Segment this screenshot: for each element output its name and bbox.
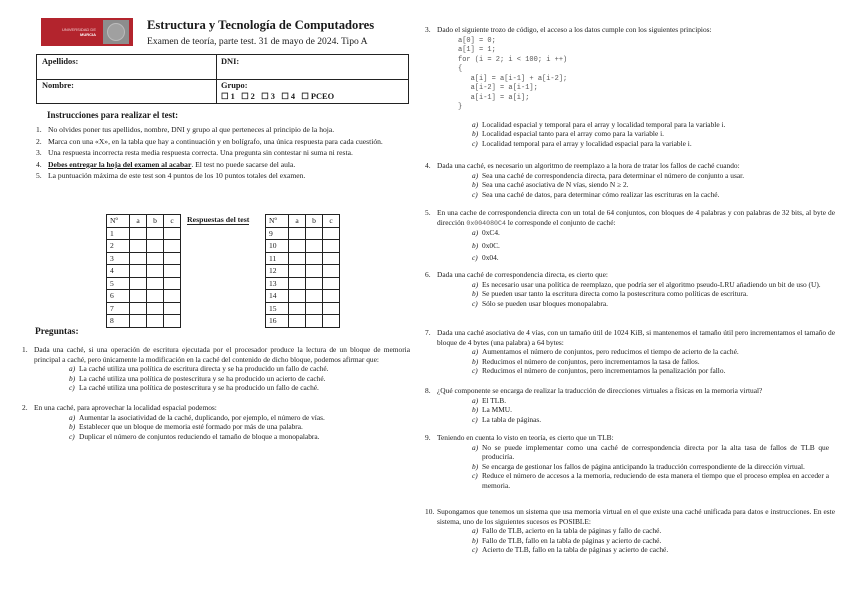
option-letter: b) [472,129,479,139]
table-row [266,290,340,303]
question-number-cell: 7 [107,302,130,315]
option-text: Localidad espacial tanto para el array como para la variable i. [482,129,665,139]
question-number-cell: 13 [266,277,289,290]
question-number: 10. [425,507,435,516]
option-letter: c) [69,383,75,393]
question-number-cell: 14 [266,290,289,303]
question-text [22,345,410,364]
question-stem: En una caché, para aprovechar la localidad espacial podemos: [34,403,217,412]
option-text: La MMU. [482,405,512,415]
options [425,120,835,149]
instructions-title: Instrucciones para realizar el test: [47,110,179,120]
option-letter: c) [472,138,478,148]
answer-table-right [265,214,340,328]
option-text: La caché utiliza una política de escritura directa y se ha producido un fallo de caché. [79,364,329,374]
option-c[interactable] [472,471,829,490]
question-number-cell: 8 [107,315,130,328]
table-row [107,315,181,328]
answer-cell-a[interactable] [130,290,147,303]
answer-cell-b[interactable] [147,277,164,290]
table-header-row [107,215,181,228]
table-header-row [266,215,340,228]
instruction-item [36,125,410,135]
question-number: 7. [425,328,431,337]
instruction-text: No olvides poner tus apellidos, nombre, DNI y grupo al que perteneces al principio de la hoja. [48,125,335,134]
option-text: Reducimos el número de conjuntos, pero incrementamos la tasa de fallos. [482,356,700,366]
option-text: Sea una caché asociativa de N vías, siendo N ≥ 2. [482,180,629,190]
option-c[interactable] [472,139,829,149]
answer-cell-a[interactable] [289,227,306,240]
option-text: 0xC4. [482,228,500,238]
question-number: 2. [22,403,28,412]
option-letter: b) [69,373,76,383]
question-text [425,328,835,347]
answer-cell-b[interactable] [306,290,323,303]
option-b[interactable] [472,462,829,472]
answer-cell-a[interactable] [289,265,306,278]
option-letter: a) [472,119,479,129]
option-b[interactable] [69,422,404,432]
option-letter: c) [472,253,478,263]
option-text: El TLB. [482,395,507,405]
option-text: Aumentamos el número de conjuntos, pero reducimos el tiempo de acierto de la caché. [482,347,739,357]
options [425,280,835,309]
answer-cell-a[interactable] [289,315,306,328]
option-letter: b) [472,405,479,415]
answer-cell-a[interactable] [289,290,306,303]
option-text: No se puede implementar como una caché de correspondencia directa por la alta tasa de fallos de TLB que produciría. [482,442,829,462]
option-a[interactable] [472,526,829,536]
option-text: La caché utiliza una política de postescritura y se ha producido un fallo de caché. [79,383,319,393]
option-text: Establecer que un bloque de memoria esté formado por más de una palabra. [79,422,303,432]
option-letter: b) [472,240,479,250]
option-c[interactable] [472,545,829,555]
question-2 [22,403,410,441]
table-row [107,302,181,315]
instruction-text: . El test no puede sacarse del aula. [191,159,296,169]
answer-cell-b[interactable] [306,277,323,290]
table-row [107,252,181,265]
answer-cell-c[interactable] [164,290,181,303]
option-letter: c) [472,545,478,555]
instruction-number: 5. [36,171,42,181]
grupo-checkboxes[interactable]: ☐ 1 ☐ 2 ☐ 3 ☐ 4 ☐ PCEO [221,92,335,101]
code-block: a[0] = 0; a[1] = 1; for (i = 2; i < 100; i ++) { a[i] = a[i-1] + a[i-2]; a[i-2] = a[i-1]; a[i-1] = a[i]; } [458,36,568,112]
question-number-cell: 6 [107,290,130,303]
question-number-cell: 1 [107,227,130,240]
grupo-label: Grupo: [221,81,248,90]
option-text: La caché utiliza una política de postescritura y se ha producido un acierto de caché. [79,373,326,383]
table-row [107,290,181,303]
exam-title: Estructura y Tecnología de Computadores [147,18,375,32]
option-letter: b) [472,461,479,471]
option-letter: b) [472,289,479,299]
answer-cell-c[interactable] [164,265,181,278]
option-a[interactable] [472,228,829,238]
answer-cell-b[interactable] [147,252,164,265]
header-cell: c [323,215,340,228]
option-c[interactable] [472,190,829,200]
question-stem: Dada una caché, si una operación de escritura ejecutada por el procesador produce la lectura de un bloque de memoria principal a caché, pero únicamente la modificación en la caché del contenido de dicho bloque, podemos afirmar que: [34,345,410,364]
instruction-item [36,171,410,181]
question-stem: Dada una caché de correspondencia directa, es cierto que: [437,270,608,279]
option-text: Fallo de TLB, acierto en la tabla de páginas y fallo de caché. [482,526,662,536]
header-cell: b [306,215,323,228]
table-row [266,277,340,290]
table-row [107,277,181,290]
header-cell: b [147,215,164,228]
option-text: 0x0C. [482,240,500,250]
answer-cell-c[interactable] [323,315,340,328]
option-letter: c) [472,366,478,376]
answer-cell-a[interactable] [130,240,147,253]
option-text: 0x04. [482,253,499,263]
table-row [107,240,181,253]
question-3 [425,25,835,148]
instruction-item [36,137,410,147]
option-b[interactable] [472,289,829,299]
table-row [266,227,340,240]
question-5 [425,208,835,266]
question-10 [425,507,835,555]
option-letter: c) [472,298,478,308]
nombre-field[interactable]: Nombre: [42,81,74,90]
option-c[interactable] [472,299,829,309]
answer-cell-a[interactable] [130,302,147,315]
option-text: Se encarga de gestionar los fallos de página anticipando la traducción correspondiente de la dirección virtual. [482,461,805,471]
address-code: 0x004080C4 [466,219,506,227]
question-number-cell: 11 [266,252,289,265]
option-text: Acierto de TLB, fallo en la tabla de páginas y acierto de caché. [482,545,669,555]
option-c[interactable] [69,383,404,393]
option-b[interactable] [472,180,829,190]
table-row [266,252,340,265]
instruction-number: 4. [36,159,42,169]
option-c[interactable] [472,253,829,263]
option-letter: b) [472,535,479,545]
options [425,396,835,425]
option-letter: a) [472,279,479,289]
answer-cell-a[interactable] [289,252,306,265]
option-b[interactable] [472,129,829,139]
option-text: Localidad espacial y temporal para el array y localidad temporal para la variable i. [482,119,726,129]
answer-cell-b[interactable] [306,252,323,265]
options [425,526,835,555]
answer-cell-c[interactable] [323,252,340,265]
option-c[interactable] [472,366,829,376]
answer-cell-a[interactable] [130,227,147,240]
question-number-cell: 15 [266,302,289,315]
answer-cell-c[interactable] [164,240,181,253]
question-text [425,270,835,280]
question-text [425,25,835,35]
dni-field[interactable]: DNI: [221,57,240,66]
question-stem: Dado el siguiente trozo de código, el acceso a los datos cumple con los siguientes principios: [437,25,712,34]
answer-cell-a[interactable] [130,265,147,278]
option-letter: a) [472,395,479,405]
answer-cell-a[interactable] [130,252,147,265]
instruction-item [36,148,410,158]
option-letter: c) [472,414,478,424]
instruction-text: La puntuación máxima de este test son 4 puntos de los 10 puntos totales del examen. [48,171,306,181]
question-number: 9. [425,433,431,442]
option-letter: c) [472,471,478,481]
option-letter: a) [69,364,76,374]
question-8 [425,386,835,424]
instruction-bold: Debes entregar la hoja del examen al acabar [48,159,192,169]
option-b[interactable] [472,536,829,546]
answer-cell-a[interactable] [130,277,147,290]
option-text: La tabla de páginas. [482,414,542,424]
answer-cell-a[interactable] [289,240,306,253]
options [22,413,410,442]
option-b[interactable] [69,374,404,384]
question-number-cell: 9 [266,227,289,240]
answers-label: Respuestas del test [187,215,250,224]
answer-cell-c[interactable] [323,302,340,315]
question-stem: Dada una caché, es necesario un algoritmo de reemplazo a la hora de tratar los fallos de caché cuando: [437,161,740,170]
apellidos-field[interactable]: Apellidos: [42,57,79,66]
answer-cell-b[interactable] [147,315,164,328]
question-text [425,507,835,526]
question-number-cell: 16 [266,315,289,328]
option-letter: b) [69,422,76,432]
header-cell: Nº [107,215,130,228]
option-a[interactable] [69,364,404,374]
options [425,443,835,491]
question-number-cell: 2 [107,240,130,253]
instruction-number: 1. [36,125,42,134]
answer-cell-c[interactable] [164,252,181,265]
question-text [425,161,835,171]
option-letter: c) [472,189,478,199]
question-text [425,386,835,396]
table-row [266,240,340,253]
question-number: 1. [22,345,28,354]
answer-cell-c[interactable] [323,277,340,290]
option-letter: a) [472,170,479,180]
header-cell: a [130,215,147,228]
answer-cell-c[interactable] [323,240,340,253]
instruction-number: 3. [36,148,42,158]
option-letter: a) [472,347,479,357]
instruction-text: Marca con una «X», en la tabla que hay a continuación y en bolígrafo, una única respuesta para cada cuestión. [48,136,383,146]
option-text: Aumentar la asociatividad de la caché, duplicando, por ejemplo, el número de vías. [79,412,325,422]
answer-cell-b[interactable] [306,265,323,278]
option-a[interactable] [472,120,829,130]
answer-cell-b[interactable] [147,290,164,303]
option-text: Duplicar el número de conjuntos reduciendo el tamaño de bloque a monopalabra. [79,431,320,441]
option-a[interactable] [472,396,829,406]
option-a[interactable] [69,413,404,423]
answer-table-left [106,214,181,328]
question-7 [425,328,835,376]
options [425,347,835,376]
option-a[interactable] [472,171,829,181]
questions-title: Preguntas: [35,327,79,337]
question-stem: Supongamos que tenemos un sistema que usa memoria virtual en el que existe una caché unificada para datos e instrucciones. En este sistema, uno de los siguientes sucesos es POSIBLE: [437,507,835,526]
option-b[interactable] [472,357,829,367]
option-text: Se pueden usar tanto la escritura directa como la postescritura como políticas de escritura. [482,289,748,299]
question-stem: ¿Qué componente se encarga de realizar la traducción de direcciones virtuales a físicas en la memoria virtual? [437,386,763,395]
header-cell: Nº [266,215,289,228]
instruction-item [36,160,410,170]
header-cell: c [164,215,181,228]
question-stem: Dada una caché asociativa de 4 vías, con un tamaño útil de 1024 KiB, si mantenemos el tamaño útil pero incrementamos el tamaño de bloque de 4 bytes (una palabra) a 64 bytes: [437,328,835,347]
question-number: 5. [425,208,431,217]
question-number-cell: 10 [266,240,289,253]
question-stem: Teniendo en cuenta lo visto en teoría, es cierto que un TLB: [437,433,614,442]
question-number: 8. [425,386,431,395]
answer-cell-b[interactable] [147,227,164,240]
answer-cell-b[interactable] [306,240,323,253]
option-text: Es necesario usar una política de reemplazo, que podría ser el algoritmo pseudo-LRU añadiendo un bit de uso (U). [482,279,821,289]
option-text: Localidad temporal para el array y localidad espacial para la variable i. [482,138,692,148]
header-cell: a [289,215,306,228]
question-number-cell: 4 [107,265,130,278]
answer-cell-b[interactable] [147,302,164,315]
table-row [266,265,340,278]
answer-cell-c[interactable] [164,302,181,315]
instruction-text: Una respuesta incorrecta resta media respuesta correcta. Una pregunta sin contestar ni suma ni resta. [48,148,353,158]
question-stem-end: le corresponde el conjunto de caché: [507,217,616,227]
table-row [266,315,340,328]
option-a[interactable] [472,443,829,462]
question-number: 4. [425,161,431,170]
question-text [22,403,410,413]
option-b[interactable] [472,241,829,251]
option-text: Sólo se pueden usar bloques monopalabra. [482,298,609,308]
option-letter: b) [472,356,479,366]
student-info-box [36,54,409,104]
exam-subtitle: Examen de teoría, parte test. 31 de mayo de 2024. Tipo A [147,36,368,47]
answer-cell-b[interactable] [306,302,323,315]
answer-cell-a[interactable] [130,315,147,328]
question-text [425,433,835,443]
question-4 [425,161,835,199]
question-number-cell: 3 [107,252,130,265]
option-text: Reducimos el número de conjuntos, pero incrementamos la penalización por fallo. [482,366,726,376]
table-row [107,227,181,240]
answer-cell-c[interactable] [164,277,181,290]
option-letter: a) [472,442,479,452]
question-text [425,208,835,228]
table-row [107,265,181,278]
options [425,228,835,263]
instruction-number: 2. [36,136,42,146]
option-text: Sea una caché de datos, para determinar cómo realizar las escrituras en la caché. [482,189,720,199]
answer-cell-a[interactable] [289,302,306,315]
answer-cell-c[interactable] [164,315,181,328]
option-letter: c) [69,431,75,441]
answer-cell-b[interactable] [306,227,323,240]
answer-cell-c[interactable] [323,265,340,278]
answer-cell-c[interactable] [164,227,181,240]
option-c[interactable] [472,415,829,425]
logo-text-bold: MURCIA [80,32,96,37]
answer-cell-b[interactable] [147,240,164,253]
answer-cell-c[interactable] [323,227,340,240]
option-text: Reduce el número de accesos a la memoria, reduciendo de esta manera el tiempo que el proceso emplea en acceder a memoria. [482,471,829,490]
option-letter: b) [472,180,479,190]
answer-cell-c[interactable] [323,290,340,303]
question-number: 3. [425,25,431,34]
question-number: 6. [425,270,431,279]
question-number-cell: 5 [107,277,130,290]
answer-cell-b[interactable] [147,265,164,278]
answer-cell-a[interactable] [289,277,306,290]
question-1 [22,345,410,393]
question-9 [425,433,835,491]
options [22,364,410,393]
option-a[interactable] [472,280,829,290]
option-letter: a) [472,526,479,536]
question-stem: En una cache de correspondencia directa con un total de 64 conjuntos, con bloques de 4 palabras y con palabras de 32 bits, al byte de dirección [437,208,835,227]
option-text: Sea una caché de correspondencia directa, para determinar el número de conjunto a usar. [482,170,745,180]
option-b[interactable] [472,405,829,415]
logo-text: UNIVERSIDAD DE [61,27,96,32]
options [425,171,835,200]
question-6 [425,270,835,308]
table-row [266,302,340,315]
university-logo [41,18,133,46]
option-letter: a) [472,228,479,238]
question-number-cell: 12 [266,265,289,278]
instructions-list [36,125,410,183]
seal-icon [103,20,129,44]
option-letter: a) [69,412,76,422]
option-c[interactable] [69,432,404,442]
option-a[interactable] [472,347,829,357]
answer-cell-b[interactable] [306,315,323,328]
option-text: Fallo de TLB, fallo en la tabla de páginas y acierto de caché. [482,535,662,545]
